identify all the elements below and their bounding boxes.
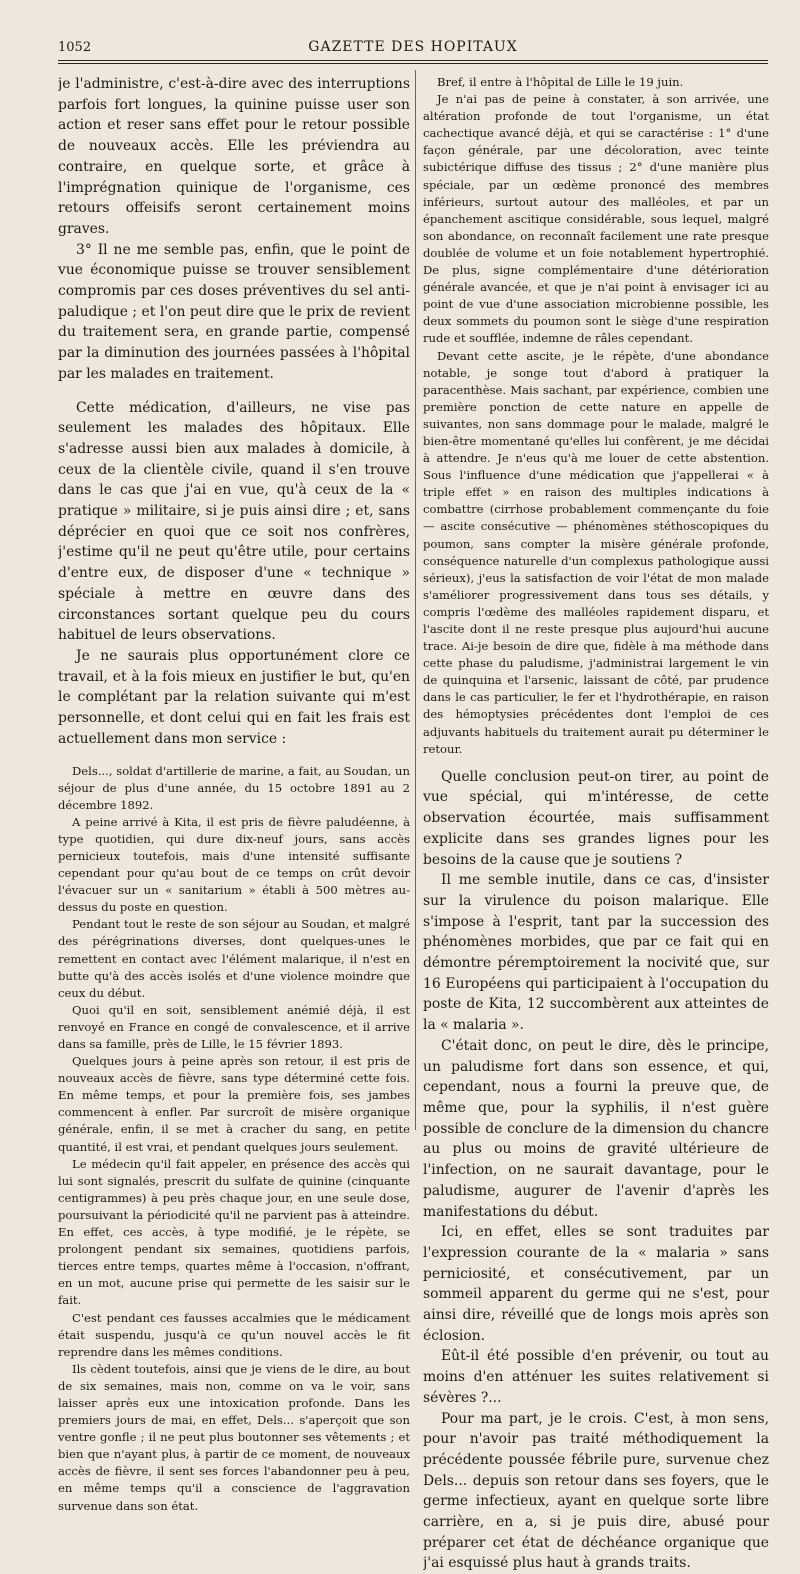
paragraph-gap <box>58 385 410 398</box>
paragraph: Eût-il été possible d'en prévenir, ou tout au moins d'en atténuer les suites relativement si sévères ?... <box>423 1348 769 1406</box>
paragraph: Je ne saurais plus opportunément clore ce travail, et à la fois mieux en justifier le but, qu'en le complétant par la relation suivante qui m'est personnelle, et dont celui qui en fait les frais est actuellement dans mon service : <box>58 647 410 747</box>
case-paragraph: A peine arrivé à Kita, il est pris de fièvre paludéenne, à type quotidien, qui dure dix-neuf jours, sans accès pernicieux toutefois, mais d'une intensité suffisante cependant pour qu'au bout de ce temps on crût devoir l'évacuer sur un « sanitarium » établi à 500 mètres au-dessus du poste en question. <box>58 814 410 915</box>
case-paragraph: Dels..., soldat d'artillerie de marine, a fait, au Soudan, un séjour de plus d'une année, du 15 octobre 1891 au 2 décembre 1892. <box>58 763 410 812</box>
case-paragraph: Quelques jours à peine après son retour, il est pris de nouveaux accès de fièvre, sans type déterminé cette fois. En même temps, et pour la première fois, ses jambes commencent à enfler. Par surcroît de misère organique générale, enfin, il se met à cracher du sang, en petite quantité, il est vrai, et pendant quelques jours seulement. <box>58 1054 410 1154</box>
paragraph: Quelle conclusion peut-on tirer, au point de vue spécial, qui m'intéresse, de cette observation écourtée, mais suffisamment explicite dans ses grandes lignes pour les besoins de la cause que je soutiens ? <box>423 768 769 868</box>
paragraph: je l'administre, c'est-à-dire avec des interruptions parfois fort longues, la quinine puisse user son action et reser sans effet pour le retour possible de nouveaux accès. Elle les préviendra au contraire, en quelque sorte, et grâce à l'imprégnation quinique de l'organisme, ces retours offeisifs seront certainement moins graves. <box>58 76 410 237</box>
paragraph: 3° Il ne me semble pas, enfin, que le point de vue économique puisse se trouver sensiblement compromis par ces doses préventives du sel anti-paludique ; et l'on peut dire que le prix de revient du traitement sera, en grande partie, compensé par la diminution des journées passées à l'hôpital par les malades en traitement. <box>58 241 410 382</box>
paragraph: C'était donc, on peut le dire, dès le principe, un paludisme fort dans son essence, et qui, cependant, nous a fourni la preuve que, de même que, pour la syphilis, il n'est guère possible de conclure de la dimension du chancre au plus ou moins de gravité ultérieure de l'infection, on ne saurait davantage, pour le paludisme, augurer de l'avenir d'après les manifestations du début. <box>423 1037 769 1220</box>
case-paragraph: Bref, il entre à l'hôpital de Lille le 19 juin. <box>437 75 684 89</box>
paragraph-gap <box>58 750 410 763</box>
paragraph: Cette médication, d'ailleurs, ne vise pas seulement les malades des hôpitaux. Elle s'adresse aussi bien aux malades à domicile, à ceux de la clientèle civile, quand il s'en trouve dans le cas que j'ai en vue, qu'à ceux de la « pratique » militaire, si je puis ainsi dire ; et, sans déprécier en quoi que ce soit nos confrères, j'estime qu'il ne peut qu'être utile, pour certains d'entre eux, de disposer d'une « technique » spéciale à mettre en œuvre dans des circonstances sortant quelque peu du cours habituel de leurs observations. <box>58 399 410 644</box>
case-paragraph: Le médecin qu'il fait appeler, en présence des accès qui lui sont signalés, prescrit du sulfate de quinine (cinquante centigrammes) à peu près chaque jour, en une seule dose, poursuivant la périodicité qu'il ne parvient pas à atteindre. En effet, ces accès, à type modifié, je le répète, se prolongent pendant six semaines, quotidiens parfois, tierces entre temps, quartes même à l'occasion, n'offrant, en un mot, aucune prise qui permette de les saisir sur le fait. <box>58 1156 410 1308</box>
case-paragraph: Je n'ai pas de peine à constater, à son arrivée, une altération profonde de tout l'organisme, un état cachectique avancé déjà, et qui se caractérise : 1° d'une façon générale, par une décoloration, avec teinte subictérique diffuse des tissus ; 2° d'une manière plus spéciale, par un œdème prononcé des membres inférieurs, surtout autour des malléoles, et par un épanchement ascitique considérable, sous lequel, malgré son abondance, on reconnaît facilement une rate presque doublée de volume et un foie notablement hypertrophié. De plus, signe complémentaire d'une détérioration générale avancée, et que je n'ai point à envisager ici au point de vue d'une association microbienne possible, les deux sommets du poumon sont le siège d'une respiration rude et soufflée, indemne de râles cependant. <box>423 92 769 346</box>
case-paragraph: Ils cèdent toutefois, ainsi que je viens de le dire, au bout de six semaines, mais non, comme on va le voir, sans laisser après eux une intoxication profonde. Dans les premiers jours de mai, en effet, Dels... s'aperçoit que son ventre gonfle ; il ne peut plus boutonner ses vêtements ; et bien que n'ayant plus, à partir de ce moment, de nouveaux accès de fièvre, il sent ses forces l'abandonner peu à peu, en même temps qu'il a conscience de l'aggravation survenue dans son état. <box>58 1361 410 1513</box>
case-paragraph: Pendant tout le reste de son séjour au Soudan, et malgré des pérégrinations diverses, dont quelques-unes le remettent en contact avec l'élément malarique, il n'est en butte qu'à des accès isolés et d'une violence moindre que ceux du début. <box>58 917 410 1000</box>
header-rule-top <box>58 60 768 61</box>
journal-title: GAZETTE DES HOPITAUX <box>308 39 518 55</box>
left-column <box>58 74 410 1515</box>
paragraph-gap <box>423 758 769 767</box>
column-divider <box>415 70 416 1130</box>
paragraph: Pour ma part, je le crois. C'est, à mon sens, pour n'avoir pas traité méthodiquement la précédente poussée fébrile pure, survenue chez Dels... depuis son retour dans ses foyers, que le germe infectieux, ayant en quelque sorte libre carrière, en a, si je puis dire, abusé pour préparer cet état de déchéance organique que j'ai esquissé plus haut à grands traits. <box>423 1410 769 1572</box>
page-number: 1052 <box>58 40 92 55</box>
case-paragraph: C'est pendant ces fausses accalmies que le médicament était suspendu, jusqu'à ce qu'un nouvel accès le fit reprendre dans les mêmes conditions. <box>58 1310 410 1359</box>
right-column <box>423 74 769 1574</box>
case-paragraph: Devant cette ascite, je le répète, d'une abondance notable, je songe tout d'abord à pratiquer la paracenthèse. Mais sachant, par expérience, combien une première ponction de cette nature en appelle de suivantes, non sans dommage pour le malade, malgré le bien-être momentané qu'elles lui confèrent, je me décidai à attendre. Je n'eus qu'à me louer de cette abstention. Sous l'influence d'une médication que j'appellerai « à triple effet » en raison des multiples indications à combattre (cirrhose probablement commençante du foie — ascite consécutive — phénomènes stéthoscopiques du poumon, sans compter la misère générale profonde, conséquence naturelle d'un complexus pathologique aussi sérieux), j'eus la satisfaction de voir l'état de mon malade s'améliorer progressivement dans tous ses détails, y compris l'œdème des malléoles rapidement disparu, et l'ascite dont il ne reste presque plus aujourd'hui aucune trace. Ai-je besoin de dire que, fidèle à ma méthode dans cette phase du paludisme, j'administrai largement le vin de quinquina et l'arsenic, laissant de côté, par prudence dans le cas particulier, le fer et l'hydrothérapie, en raison des hémoptysies précédentes dont l'emploi de ces adjuvants habituels du traitement aurait pu déterminer le retour. <box>423 348 769 756</box>
paragraph: Il me semble inutile, dans ce cas, d'insister sur la virulence du poison malarique. Elle s'impose à l'esprit, tant par la succession des phénomènes morbides, que par ce fait qui en démontre péremptoirement la nocivité que, sur 16 Européens qui participaient à l'occupation du poste de Kita, 12 succombèrent aux atteintes de la « malaria ». <box>423 872 769 1034</box>
header-rule-bottom <box>58 63 768 64</box>
case-paragraph: Quoi qu'il en soit, sensiblement anémié déjà, il est renvoyé en France en congé de convalescence, et il arrive dans sa famille, près de Lille, le 15 février 1893. <box>58 1002 410 1051</box>
page-header <box>58 36 768 58</box>
paragraph: Ici, en effet, elles se sont traduites par l'expression courante de la « malaria » sans perniciosité, et consécutivement, par un sommeil apparent du germe qui ne s'est, pour ainsi dire, réveillé que de longs mois après son éclosion. <box>423 1224 769 1344</box>
